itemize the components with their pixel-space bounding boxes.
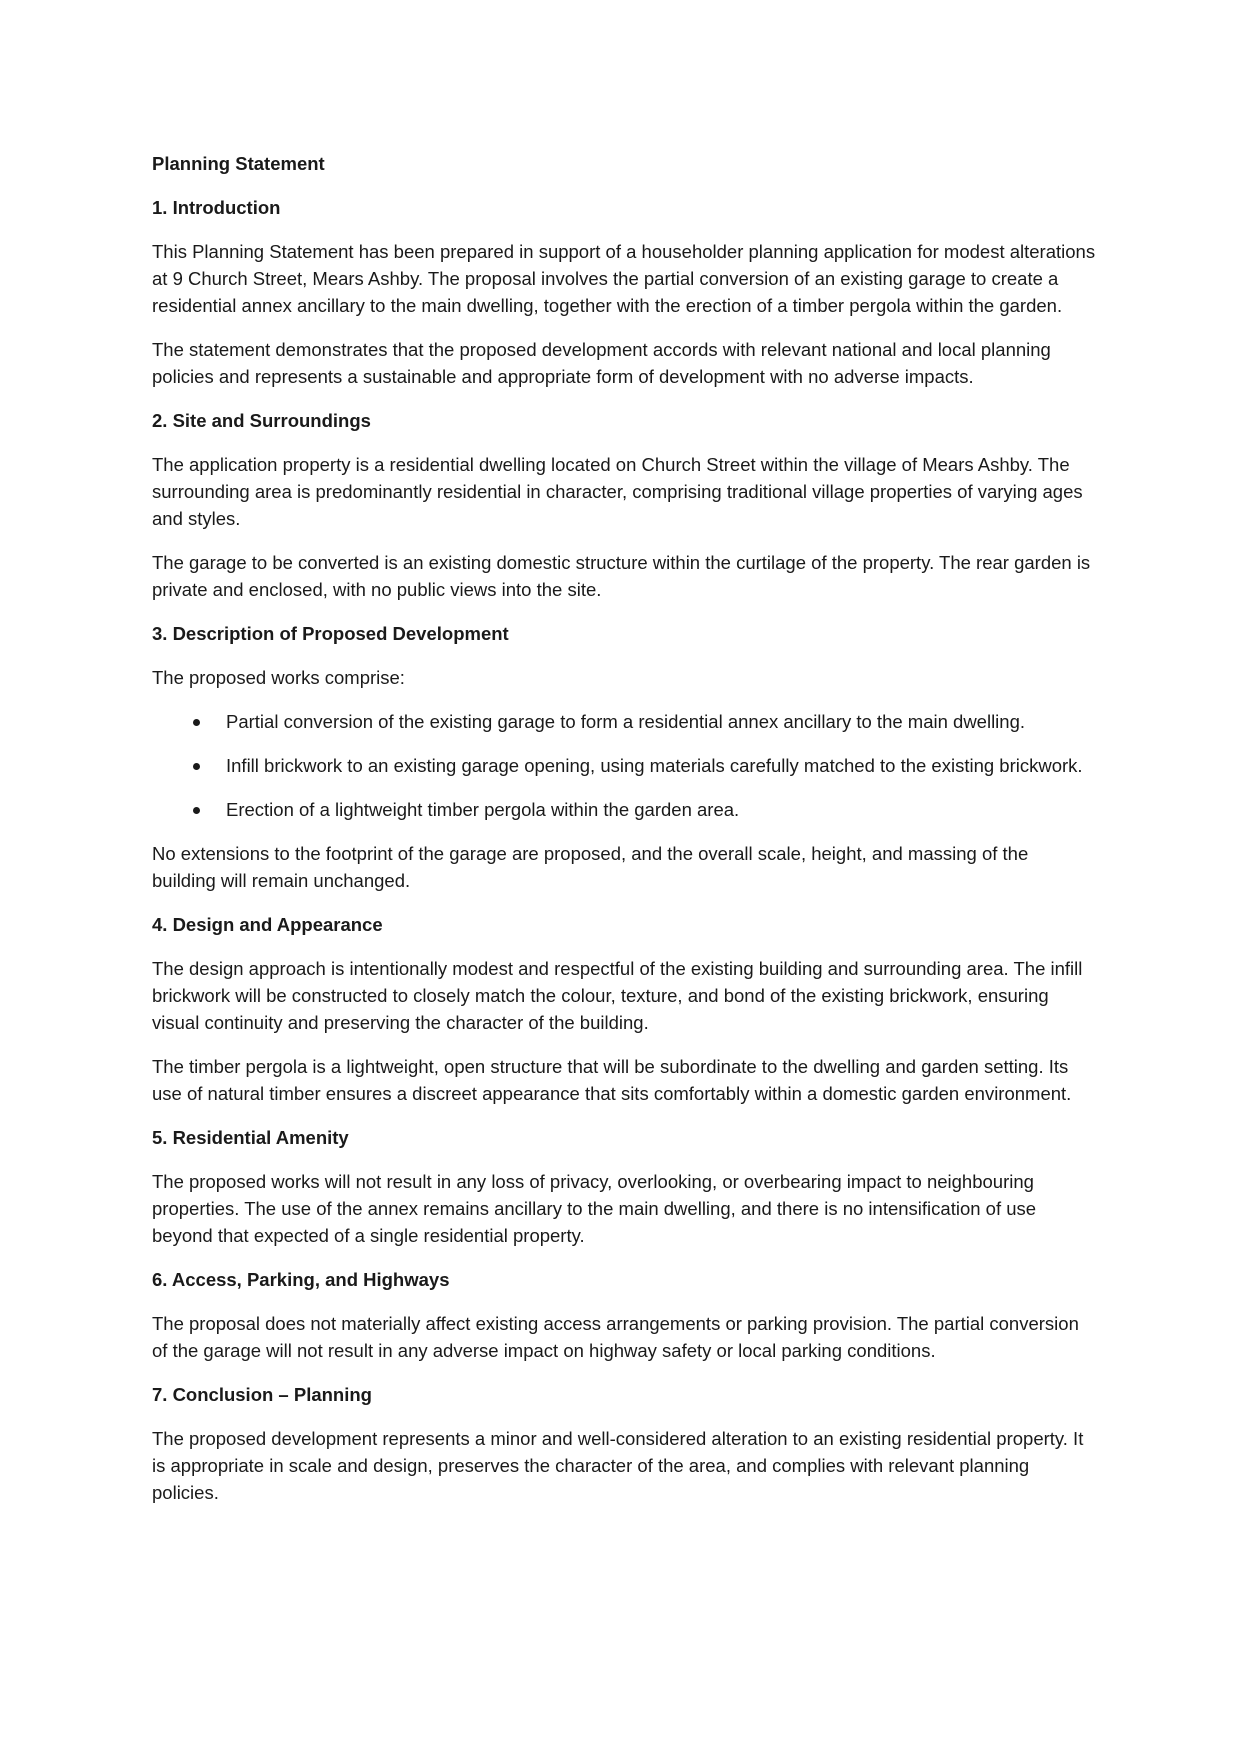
section-heading-design-and-appearance: 4. Design and Appearance — [152, 914, 383, 935]
document-page — [152, 150, 1097, 1523]
bullet-icon — [193, 763, 200, 770]
paragraph: The proposal does not materially affect existing access arrangements or parking provision. The partial conversion of the garage will not result in any adverse impact on highway safety or local parking conditions. — [152, 1313, 1079, 1361]
paragraph: The statement demonstrates that the proposed development accords with relevant national and local planning policies and represents a sustainable and appropriate form of development with no adverse impacts. — [152, 339, 1051, 387]
paragraph: No extensions to the footprint of the garage are proposed, and the overall scale, height, and massing of the building will remain unchanged. — [152, 843, 1029, 891]
list-item-text: Infill brickwork to an existing garage opening, using materials carefully matched to the existing brickwork. — [226, 755, 1083, 776]
list-item — [152, 708, 1097, 735]
list-item — [152, 796, 1097, 823]
paragraph: The application property is a residential dwelling located on Church Street within the village of Mears Ashby. The surrounding area is predominantly residential in character, comprising traditional village properties of varying ages and styles. — [152, 454, 1083, 529]
list-item-text: Erection of a lightweight timber pergola within the garden area. — [226, 799, 740, 820]
paragraph: The garage to be converted is an existing domestic structure within the curtilage of the property. The rear garden is private and enclosed, with no public views into the site. — [152, 552, 1091, 600]
paragraph: This Planning Statement has been prepared in support of a householder planning application for modest alterations at 9 Church Street, Mears Ashby. The proposal involves the partial conversion of an existing garage to create a residential annex ancillary to the main dwelling, together with the erection of a timber pergola within the garden. — [152, 241, 1096, 316]
list-item — [152, 752, 1097, 779]
section-heading-site-and-surroundings: 2. Site and Surroundings — [152, 410, 371, 431]
section-heading-proposed-development: 3. Description of Proposed Development — [152, 623, 509, 644]
bullet-list — [152, 708, 1097, 823]
paragraph: The timber pergola is a lightweight, open structure that will be subordinate to the dwelling and garden setting. Its use of natural timber ensures a discreet appearance that sits comfortably within a domestic garden environment. — [152, 1056, 1072, 1104]
section-heading-introduction: 1. Introduction — [152, 197, 281, 218]
bullet-icon — [193, 807, 200, 814]
section-heading-conclusion: 7. Conclusion – Planning — [152, 1384, 372, 1405]
paragraph: The proposed works comprise: — [152, 667, 405, 688]
paragraph: The proposed works will not result in any loss of privacy, overlooking, or overbearing impact to neighbouring properties. The use of the annex remains ancillary to the main dwelling, and there is no intensification of use beyond that expected of a single residential property. — [152, 1171, 1037, 1246]
list-item-text: Partial conversion of the existing garage to form a residential annex ancillary to the main dwelling. — [226, 711, 1026, 732]
bullet-icon — [193, 719, 200, 726]
document-title: Planning Statement — [152, 153, 325, 174]
paragraph: The design approach is intentionally modest and respectful of the existing building and surrounding area. The infill brickwork will be constructed to closely match the colour, texture, and bond of the existing brickwork, ensuring visual continuity and preserving the character of the building. — [152, 958, 1083, 1033]
section-heading-residential-amenity: 5. Residential Amenity — [152, 1127, 349, 1148]
paragraph: The proposed development represents a minor and well-considered alteration to an existing residential property. It is appropriate in scale and design, preserves the character of the area, and complies with relevant planning policies. — [152, 1428, 1084, 1503]
section-heading-access-parking-highways: 6. Access, Parking, and Highways — [152, 1269, 450, 1290]
